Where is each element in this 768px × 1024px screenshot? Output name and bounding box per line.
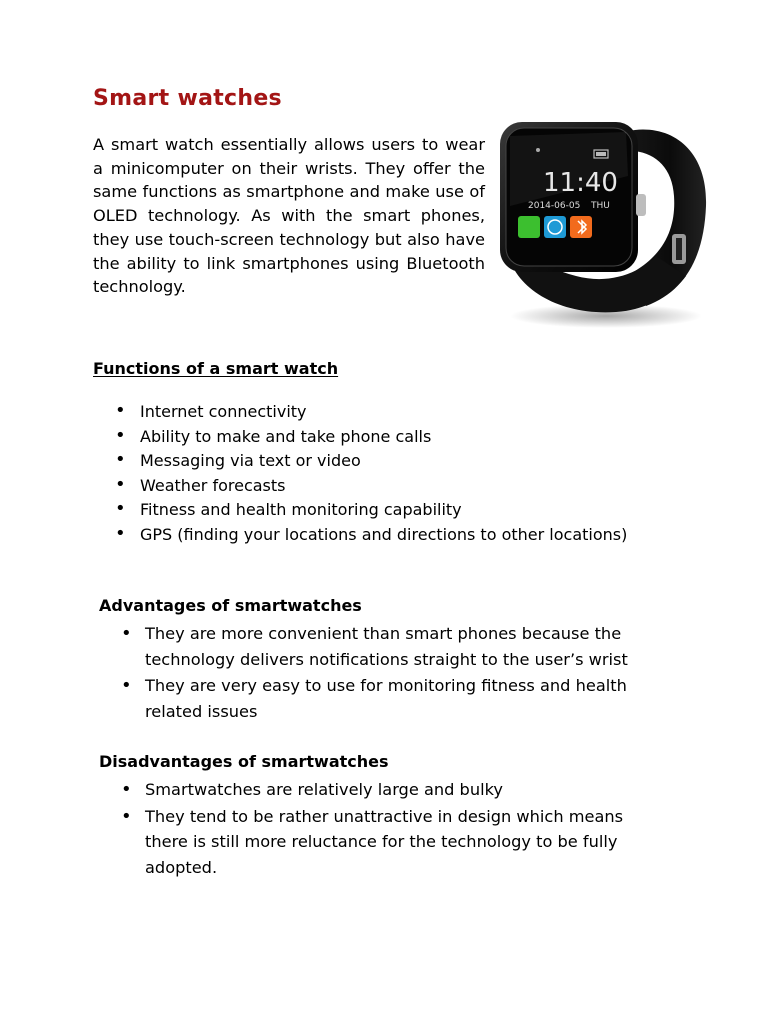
list-item: • Weather forecasts: [140, 474, 627, 499]
list-item: • They tend to be rather unattractive in design which means there is still more reluctance for the technology to be fully adopted.: [145, 804, 665, 881]
smartwatch-photo: [496, 116, 714, 330]
list-item: • Ability to make and take phone calls: [140, 425, 627, 450]
app-green-icon: [518, 216, 540, 238]
list-item: • Messaging via text or video: [140, 449, 627, 474]
watch-date: 2014-06-05: [528, 201, 581, 211]
watch-day: THU: [591, 201, 610, 211]
list-item: • Internet connectivity: [140, 400, 627, 425]
list-item: • Smartwatches are relatively large and bulky: [145, 777, 665, 803]
list-item: • They are very easy to use for monitoring fitness and health related issues: [145, 673, 665, 724]
disadvantages-list: [145, 777, 665, 881]
intro-paragraph: A smart watch essentially allows users to wear a minicomputer on their wrists. They offer the same functions as smartphone and make use of OLED technology. As with the smart phones, they use touch-screen technology but also have the ability to link smartphones using Bluetooth technology.: [93, 135, 485, 297]
functions-list: [140, 400, 627, 547]
disadvantages-heading: Disadvantages of smartwatches: [99, 752, 389, 771]
list-item: • GPS (finding your locations and directions to other locations): [140, 523, 627, 548]
watch-time: 11:40: [543, 168, 618, 198]
bluetooth-app-icon: [570, 216, 592, 238]
advantages-heading: Advantages of smartwatches: [99, 596, 362, 615]
list-item: • Fitness and health monitoring capability: [140, 498, 627, 523]
list-item: • They are more convenient than smart phones because the technology delivers notifications straight to the user’s wrist: [145, 621, 665, 672]
functions-heading: Functions of a smart watch: [93, 359, 339, 378]
page-title: Smart watches: [93, 86, 282, 111]
advantages-list: [145, 621, 665, 725]
